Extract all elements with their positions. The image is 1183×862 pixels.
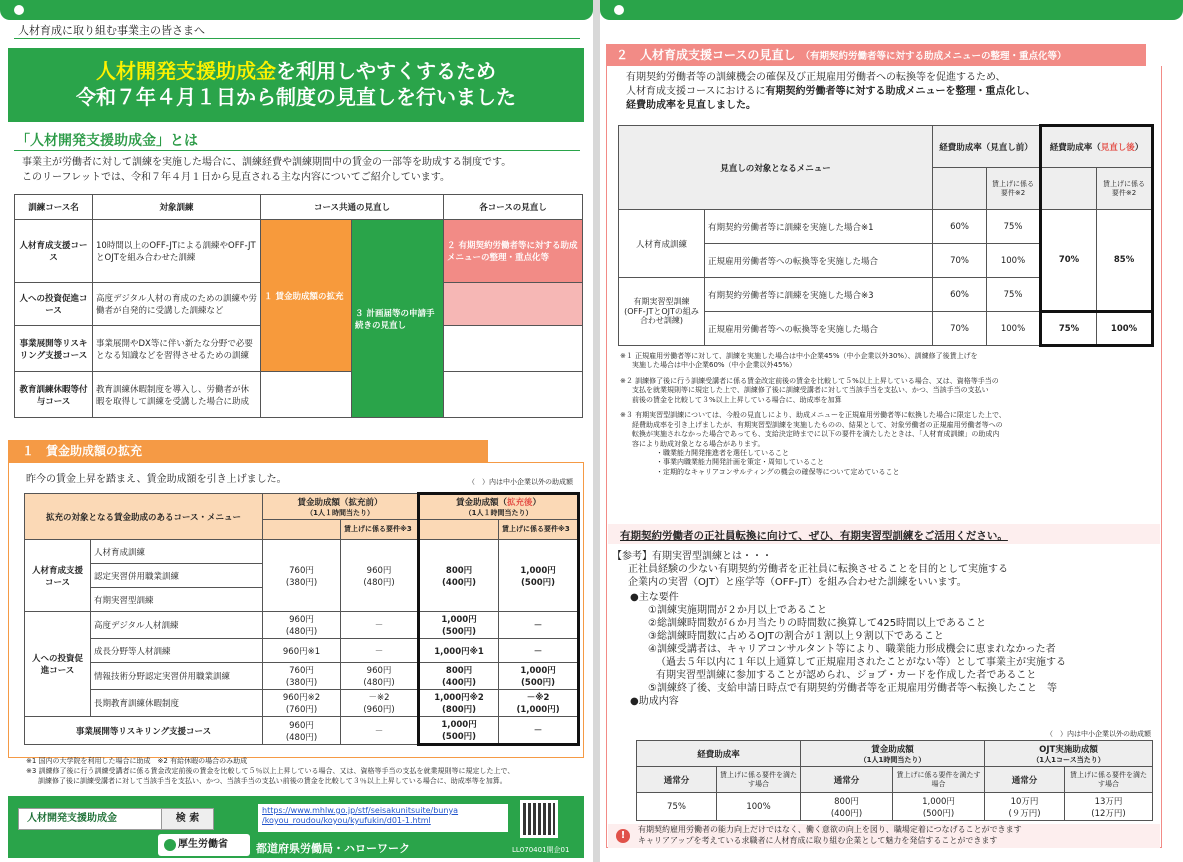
val: 960円※2 (760円) (263, 690, 341, 717)
th-ojt-label: OJT実施助成額 (1039, 744, 1098, 755)
reference (612, 550, 1158, 708)
th-after (419, 494, 579, 520)
search-button[interactable]: 検 索 (161, 809, 213, 829)
exclamation-icon: ! (616, 829, 630, 843)
val: 1,000円 (500円) (499, 663, 579, 690)
rate-table (618, 124, 1154, 347)
menu-item: 認定実習併用職業訓練 (91, 564, 263, 588)
after-val: 70% (1041, 210, 1097, 312)
common-item-3: ３ 計画届等の申請手続きの見直し (352, 220, 444, 418)
cell (263, 520, 341, 540)
th-menu: 拡充の対象となる賃金助成のあるコース・メニュー (25, 494, 263, 540)
about-title: 「人材開発支援助成金」とは (16, 133, 198, 149)
course-desc: 10時間以上のOFF-JTによる訓練やOFF-JTとOJTを組み合わせた訓練 (93, 220, 261, 283)
course-desc: 事業展開やDX等に伴い新たな分野で必要となる知識などを習得させるための訓練 (93, 326, 261, 372)
raise-req: 賃上げに係る要件※3 (341, 520, 419, 540)
course-a: 人材育成支援コース (25, 540, 91, 612)
val: 75% (987, 210, 1041, 244)
val: 960円 (480円) (341, 663, 419, 690)
raise-req: 賃上げに係る要件※2 (987, 168, 1041, 210)
th-ojt (985, 741, 1153, 767)
val: － (499, 717, 579, 745)
aid-val: 1,000円 (500円) (893, 793, 985, 821)
val: － (499, 612, 579, 639)
cell (933, 168, 987, 210)
cell (419, 520, 499, 540)
url-line1[interactable]: https://www.mhlw.go.jp/stf/seisakunitsuite/bunya (262, 806, 459, 815)
top-tab (600, 0, 1183, 20)
section2-title: ２ 人材育成支援コースの見直し (616, 48, 796, 62)
th-each: 各コースの見直し (444, 195, 583, 220)
about-text2: このリーフレットでは、令和７年４月１日から見直される主な内容についてご紹介しています。 (22, 172, 450, 183)
val: 1,000円 (500円) (419, 717, 499, 745)
intro1: 有期契約労働者等の訓練機会の確保及び正規雇用労働者への転換等を促進するため、 (626, 72, 1006, 83)
th-ojt-sub: （1人1コース当たり） (1032, 755, 1105, 764)
th-after-a: 賃金助成額（ (456, 498, 508, 508)
top-tab (0, 0, 593, 20)
ref-line: 企業内の実習（OJT）と座学等（OFF-JT）を組み合わせた訓練をいいます。 (628, 577, 967, 588)
note: ※１ 正規雇用労働者等に対して、訓練を実施した場合は中小企業45%（中小企業以外30%）、訓練修了後賃上げを (620, 352, 978, 360)
banner-line2: 令和７年４月１日から制度の見直しを行いました (76, 85, 516, 109)
req-item: 有期実習型訓練に参加することが認められ、ジョブ・カードを作成した者であること (656, 670, 1037, 681)
callout-bar (608, 524, 1160, 544)
menu-item: 情報技術分野認定実習併用職業訓練 (91, 663, 263, 690)
req-title: ●主な要件 (630, 592, 679, 603)
val: 960円※1 (263, 639, 341, 663)
course-name: 教育訓練休暇等付与コース (15, 372, 93, 418)
req-item: ①訓練実施期間が２か月以上であること (648, 605, 827, 616)
url-box (258, 804, 508, 832)
val: 70% (933, 312, 987, 346)
raise-req: 賃上げに係る要件※2 (1097, 168, 1153, 210)
course-desc: 高度デジタル人材の育成のための訓練や労働者が自発的に受講した訓練など (93, 283, 261, 326)
ref-title: 【参考】有期実習型訓練とは・・・ (612, 551, 772, 562)
ministry-mark-icon (164, 839, 176, 851)
val: 760円 (380円) (263, 540, 341, 612)
callout-text: 有期契約労働者の正社員転換に向けて、ぜひ、有期実習型訓練をご活用ください。 (620, 530, 1008, 542)
val: 1,000円※1 (419, 639, 499, 663)
common-item-1: １ 賃金助成額の拡充 (261, 220, 352, 372)
val: 75% (987, 278, 1041, 312)
note: 経費助成率を引き上げましたが、有期実習型訓練を実施したものの、結果として、対象労働者の正規雇用労働者等への (632, 420, 1003, 429)
val: － (341, 612, 419, 639)
sub-raise: 賃上げに係る要件を満たす場合 (1065, 767, 1153, 793)
th-course: 訓練コース名 (15, 195, 93, 220)
each-item-2: ２ 有期契約労働者等に対する助成メニューの整理・重点化等 (444, 220, 583, 283)
ministry-logo (158, 834, 250, 856)
note-bullet: ・定期的なキャリアコンサルティングの機会の確保等について定めていること (656, 467, 900, 476)
th-wage-sub: （1人1時間当たり） (859, 755, 926, 764)
section1-lead: 昨今の賃金上昇を踏まえ、賃金助成額を引き上げました。 (26, 474, 287, 485)
foot3: 訓練修了後に訓練受講者に対して当該手当を支払い、かつ、当該手当の支払い前後の賃金を比較して３％以上上昇している場合に、助成率等を加算。 (38, 777, 507, 785)
aid-val: 13万円 (12万円) (1065, 793, 1153, 821)
title-banner (8, 48, 584, 122)
course-name: 事業展開等リスキリング支援コース (15, 326, 93, 372)
foot1: ※1 国内の大学院を利用した場合に助成 ※2 有給休暇の場合のみ助成 (26, 757, 248, 765)
intro2a: 人材育成支援コースにおけるに (626, 86, 766, 97)
val: 960円 (480円) (263, 717, 341, 745)
th-after-b: 拡充後 (507, 498, 533, 508)
th-wage (801, 741, 985, 767)
val: 60% (933, 210, 987, 244)
note: 前後の賃金を比較して３%以上上昇している場合に、助成率を加算 (632, 395, 842, 404)
val: 100% (987, 312, 1041, 346)
course-b: 人への投資促進コース (25, 612, 91, 717)
note: 容により助成対象となる場合があります。 (632, 439, 765, 448)
req-item: ③総訓練時間数に占めるOJTの割合が１割以上９割以下であること (648, 631, 944, 642)
foot2: ※3 訓練修了後に行う訓練受講者に係る賃金改定前後の賃金を比較して５％以上上昇している場合、又は、資格等手当の支払を就業規則等に規定した上で、 (26, 767, 515, 775)
aid-val: 800円 (400円) (801, 793, 893, 821)
menu-item: 高度デジタル人材訓練 (91, 612, 263, 639)
th-wage-label: 賃金助成額 (871, 744, 914, 755)
val: － (341, 717, 419, 745)
menu-item: 成長分野等人材訓練 (91, 639, 263, 663)
val: － (341, 639, 419, 663)
aid-val: 10万円 (９万円) (985, 793, 1065, 821)
divider (14, 150, 580, 151)
th-common: コース共通の見直し (261, 195, 444, 220)
sub-normal: 通常分 (801, 767, 893, 793)
val: 1,000円 (500円) (419, 612, 499, 639)
menu: 有期契約労働者等に訓練を実施した場合※1 (705, 210, 933, 244)
per-hour: （1人１時間当たり） (464, 509, 533, 517)
val: 70% (933, 244, 987, 278)
th-after-c: ） (532, 498, 542, 508)
sub-normal: 通常分 (985, 767, 1065, 793)
banner-emph: 人材開発支援助成金 (96, 59, 276, 83)
each-cell (444, 283, 583, 326)
notes (620, 352, 1160, 477)
val: 1,000円※2 (800円) (419, 690, 499, 717)
course1: 人材育成訓練 (619, 210, 705, 278)
course2: 有期実習型訓練 (OFF-JTとOJTの組み合わせ訓練) (619, 278, 705, 346)
bottom-t2: キャリアアップを考えている求職者に人材育成に取り組む企業として魅力を発信することができます (638, 836, 998, 845)
val: －※2 (960円) (341, 690, 419, 717)
val: －※2 (1,000円) (499, 690, 579, 717)
th-before: 経費助成率（見直し前） (933, 126, 1041, 168)
section2-title-bar (606, 44, 1146, 66)
aid-val: 100% (717, 793, 801, 821)
course-name: 人材育成支援コース (15, 220, 93, 283)
after-val: 85% (1097, 210, 1153, 312)
val: 1,000円 (500円) (499, 540, 579, 612)
qr-code-icon (520, 800, 558, 838)
menu-item: 長期教育訓練休暇制度 (91, 690, 263, 717)
sub-raise: 賃上げに係る要件を満たす場合 (893, 767, 985, 793)
th-menu: 見直しの対象となるメニュー (619, 126, 933, 210)
course-name: 人への投資促進コース (15, 283, 93, 326)
banner-line1: を利用しやすくするため (276, 59, 496, 83)
sub-raise: 賃上げに係る要件を満たす場合 (717, 767, 801, 793)
th-after-c: ） (1134, 143, 1144, 153)
val: 960円 (480円) (341, 540, 419, 612)
offices: 都道府県労働局・ハローワーク (256, 842, 410, 855)
val: 760円 (380円) (263, 663, 341, 690)
th-before (263, 494, 419, 520)
about-text1: 事業主が労働者に対して訓練を実施した場合に、訓練経費や訓練期間中の賃金の一部等を助成する制度です。 (22, 157, 512, 168)
course-desc: 教育訓練休暇制度を導入し、労働者が休暇を取得して訓練を受講した場合に助成 (93, 372, 261, 418)
note: 実施した場合は中小企業60%（中小企業以外45%） (632, 361, 797, 370)
val: 800円 (400円) (419, 540, 499, 612)
req-item: ④訓練受講者は、キャリアコンサルタント等により、職業能力形成機会に恵まれなかった者 (648, 644, 1056, 655)
note: 支払を就業規則等に規定した上で、訓練修了後に訓練受講者に対して当該手当を支払い、かつ、当該手当の支払い (632, 386, 989, 395)
each-cell (444, 372, 583, 418)
ministry-name: 厚生労働省 (178, 839, 228, 850)
menu: 正規雇用労働者等への転換等を実施した場合 (705, 244, 933, 278)
menu-item: 人材育成訓練 (91, 540, 263, 564)
raise-req: 賃上げに係る要件※3 (499, 520, 579, 540)
intro2b: 有期契約労働者等に対する助成メニューを整理・重点化し、 (765, 86, 1036, 97)
course-table (14, 194, 583, 418)
audience-text: 人材育成に取り組む事業主の皆さまへ (18, 24, 205, 37)
note: ※２ 訓練修了後に行う訓練受講者に係る賃金改定前後の賃金を比較して５%以上上昇している場合、又は、資格等手当の (620, 376, 999, 385)
note-bullet: ・職業能力開発推進者を選任していること (656, 448, 789, 457)
val: － (499, 639, 579, 663)
val: 800円 (400円) (419, 663, 499, 690)
th-after-a: 経費助成率（ (1049, 143, 1101, 153)
menu-item: 有期実習型訓練 (91, 588, 263, 612)
menu: 有期契約労働者等に訓練を実施した場合※3 (705, 278, 933, 312)
aid-title: ●助成内容 (630, 696, 679, 707)
cell (1041, 168, 1097, 210)
search-label: 人材開発支援助成金 (27, 813, 117, 824)
th-after (1041, 126, 1153, 168)
req-item: ②総訓練時間数が６か月当たりの時間数に換算して425時間以上であること (648, 618, 987, 629)
right-page (600, 0, 1183, 862)
aid-table (636, 740, 1153, 821)
after-val: 75% (1041, 312, 1097, 346)
url-line2[interactable]: /koyou_roudou/koyou/kyufukin/d01-1.html (262, 815, 431, 825)
section2-subtitle: （有期契約労働者等に対する助成メニューの整理・重点化等） (800, 51, 1067, 62)
divider (14, 38, 580, 39)
sub-normal: 通常分 (637, 767, 717, 793)
aid-note: （ ）内は中小企業以外の助成額 (1046, 730, 1151, 738)
note: ※３ 有期実習型訓練については、今般の見直しにより、助成メニューを正規雇用労働者等に転換した場合に限定した上で、 (620, 411, 1006, 420)
aid-val: 75% (637, 793, 717, 821)
ref-line: 正社員経験の少ない有期契約労働者を正社員に転換させることを目的として実施する (628, 564, 1008, 575)
intro3: 経費助成率を見直しました。 (626, 100, 756, 111)
note-bullet: ・事業内職業能力開発計画を策定・周知していること (656, 458, 824, 467)
doc-code: LL070401開企01 (512, 846, 570, 854)
bottom-t1: 有期契約雇用労働者の能力向上だけではなく、働く意欲の向上を図り、職場定着につなげることができます (638, 825, 1022, 834)
note: 転換が実施されなかった場合であっても、支給決定時までに以下の要件を満たしたときは、「人材育成訓練」の助成内 (632, 430, 1000, 439)
req-item: （過去５年以内に１年以上通算して正規雇用されたことがない等）として事業主が実施する (656, 657, 1066, 668)
section1-note: （ ）内は中小企業以外の助成額 (468, 478, 573, 486)
req-item: ⑤訓練終了後、支給申請日時点で有期契約労働者等を正規雇用労働者等へ転換したこと 等 (648, 683, 1057, 694)
common-cell (261, 372, 352, 418)
val: 960円 (480円) (263, 612, 341, 639)
course-c: 事業展開等リスキリング支援コース (25, 717, 263, 745)
menu: 正規雇用労働者等への転換等を実施した場合 (705, 312, 933, 346)
after-val: 100% (1097, 312, 1153, 346)
wage-table (24, 492, 580, 746)
th-after-b: 見直し後 (1100, 143, 1135, 153)
th-rate: 経費助成率 (637, 741, 801, 767)
per-hour: （1人１時間当たり） (306, 508, 374, 517)
bottom-box (608, 824, 1160, 848)
each-cell (444, 326, 583, 372)
search-box[interactable] (18, 808, 214, 830)
val: 60% (933, 278, 987, 312)
section1-title: １ 賃金助成額の拡充 (8, 440, 488, 462)
th-before-label: 賃金助成額（拡充前） (297, 497, 383, 508)
th-target: 対象訓練 (93, 195, 261, 220)
val: 100% (987, 244, 1041, 278)
